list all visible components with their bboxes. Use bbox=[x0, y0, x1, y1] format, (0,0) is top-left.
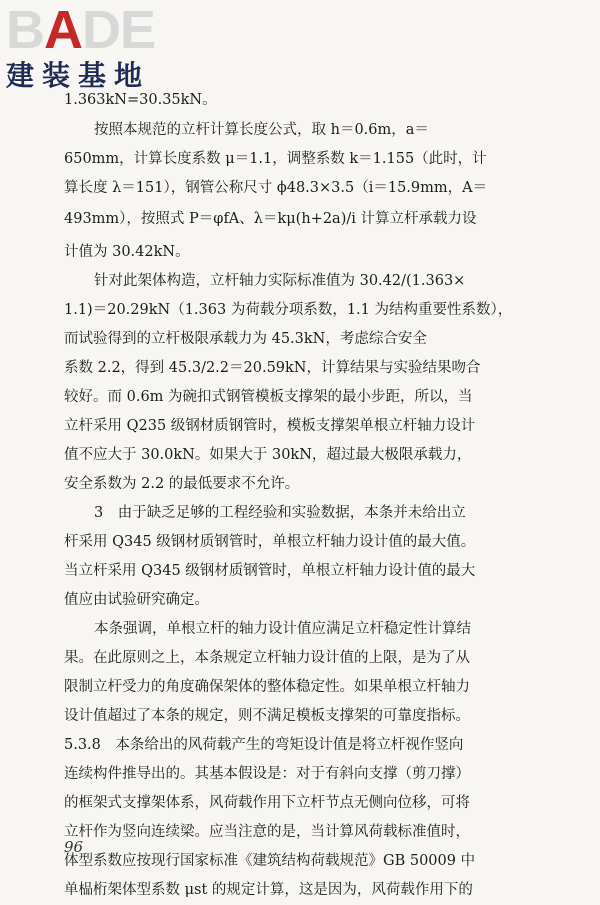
text-line: 算长度 λ＝151），钢管公称尺寸 ϕ48.3×3.5（i＝15.9mm，A＝ bbox=[64, 180, 488, 196]
logo-wordmark: BADE bbox=[6, 0, 156, 60]
text-line: 安全系数为 2.2 的最低要求不允许。 bbox=[64, 476, 300, 492]
text-line: 本条强调，单根立杆的轴力设计值应满足立杆稳定性计算结 bbox=[94, 621, 471, 637]
text-line: 按照本规范的立杆计算长度公式，取 h＝0.6m，a＝ bbox=[94, 122, 429, 138]
text-line: 的框架式支撑架体系，风荷载作用下立杆节点无侧向位移，可将 bbox=[64, 795, 470, 811]
text-line: 650mm，计算长度系数 μ＝1.1，调整系数 k＝1.155（此时，计 bbox=[64, 151, 487, 167]
text-line: 杆采用 Q345 级钢材质钢管时，单根立杆轴力设计值的最大值。 bbox=[64, 534, 476, 550]
text-line: 3 由于缺乏足够的工程经验和实验数据，本条并未给出立 bbox=[94, 505, 466, 521]
text-line: 当立杆采用 Q345 级钢材质钢管时，单根立杆轴力设计值的最大 bbox=[64, 563, 476, 579]
logo bbox=[6, 2, 181, 92]
text-line: 较好。而 0.6m 为碗扣式钢管模板支撑架的最小步距，所以，当 bbox=[64, 389, 473, 405]
page-number: 96 bbox=[64, 838, 84, 856]
text-line: 系数 2.2，得到 45.3/2.2＝20.59kN，计算结果与实验结果吻合 bbox=[64, 360, 481, 376]
text-line: 体型系数应按现行国家标准《建筑结构荷载规范》GB 50009 中 bbox=[64, 853, 476, 869]
text-line: 值应由试验研究确定。 bbox=[64, 592, 209, 608]
text-line: 设计值超过了本条的规定，则不满足模板支撑架的可靠度指标。 bbox=[64, 708, 470, 724]
text-line: 连续构件推导出的。其基本假设是：对于有斜向支撑（剪刀撑） bbox=[64, 766, 470, 782]
text-line: 立杆作为竖向连续梁。应当注意的是，当计算风荷载标准值时， bbox=[64, 824, 470, 840]
text-line: 立杆采用 Q235 级钢材质钢管时，模板支撑架单根立杆轴力设计 bbox=[64, 418, 476, 434]
text-line: 而试验得到的立杆极限承载力为 45.3kN，考虑综合安全 bbox=[64, 331, 427, 347]
text-line: 针对此架体构造，立杆轴力实际标准值为 30.42/(1.363× bbox=[94, 273, 466, 289]
text-line: 493mm），按照式 P＝φfA、λ＝kμ(h+2a)/i 计算立杆承载力设 bbox=[64, 211, 477, 227]
text-line: 值不应大于 30.0kN。如果大于 30kN，超过最大极限承载力， bbox=[64, 447, 472, 463]
text-line: 限制立杆受力的角度确保架体的整体稳定性。如果单根立杆轴力 bbox=[64, 679, 470, 695]
section-heading: 5.3.8 本条给出的风荷载产生的弯矩设计值是将立杆视作竖向 bbox=[64, 737, 464, 753]
text-line: 单榀桁架体型系数 μst 的规定计算，这是因为，风荷载作用下的 bbox=[64, 882, 473, 898]
text-line: 果。在此原则之上，本条规定立杆轴力设计值的上限，是为了从 bbox=[64, 650, 470, 666]
logo-subtitle: 建装基地 bbox=[6, 59, 151, 92]
text-line: 1.1)＝20.29kN（1.363 为荷载分项系数，1.1 为结构重要性系数）， bbox=[64, 302, 513, 318]
text-line: 1.363kN=30.35kN。 bbox=[64, 92, 217, 108]
text-line: 计值为 30.42kN。 bbox=[64, 244, 190, 260]
